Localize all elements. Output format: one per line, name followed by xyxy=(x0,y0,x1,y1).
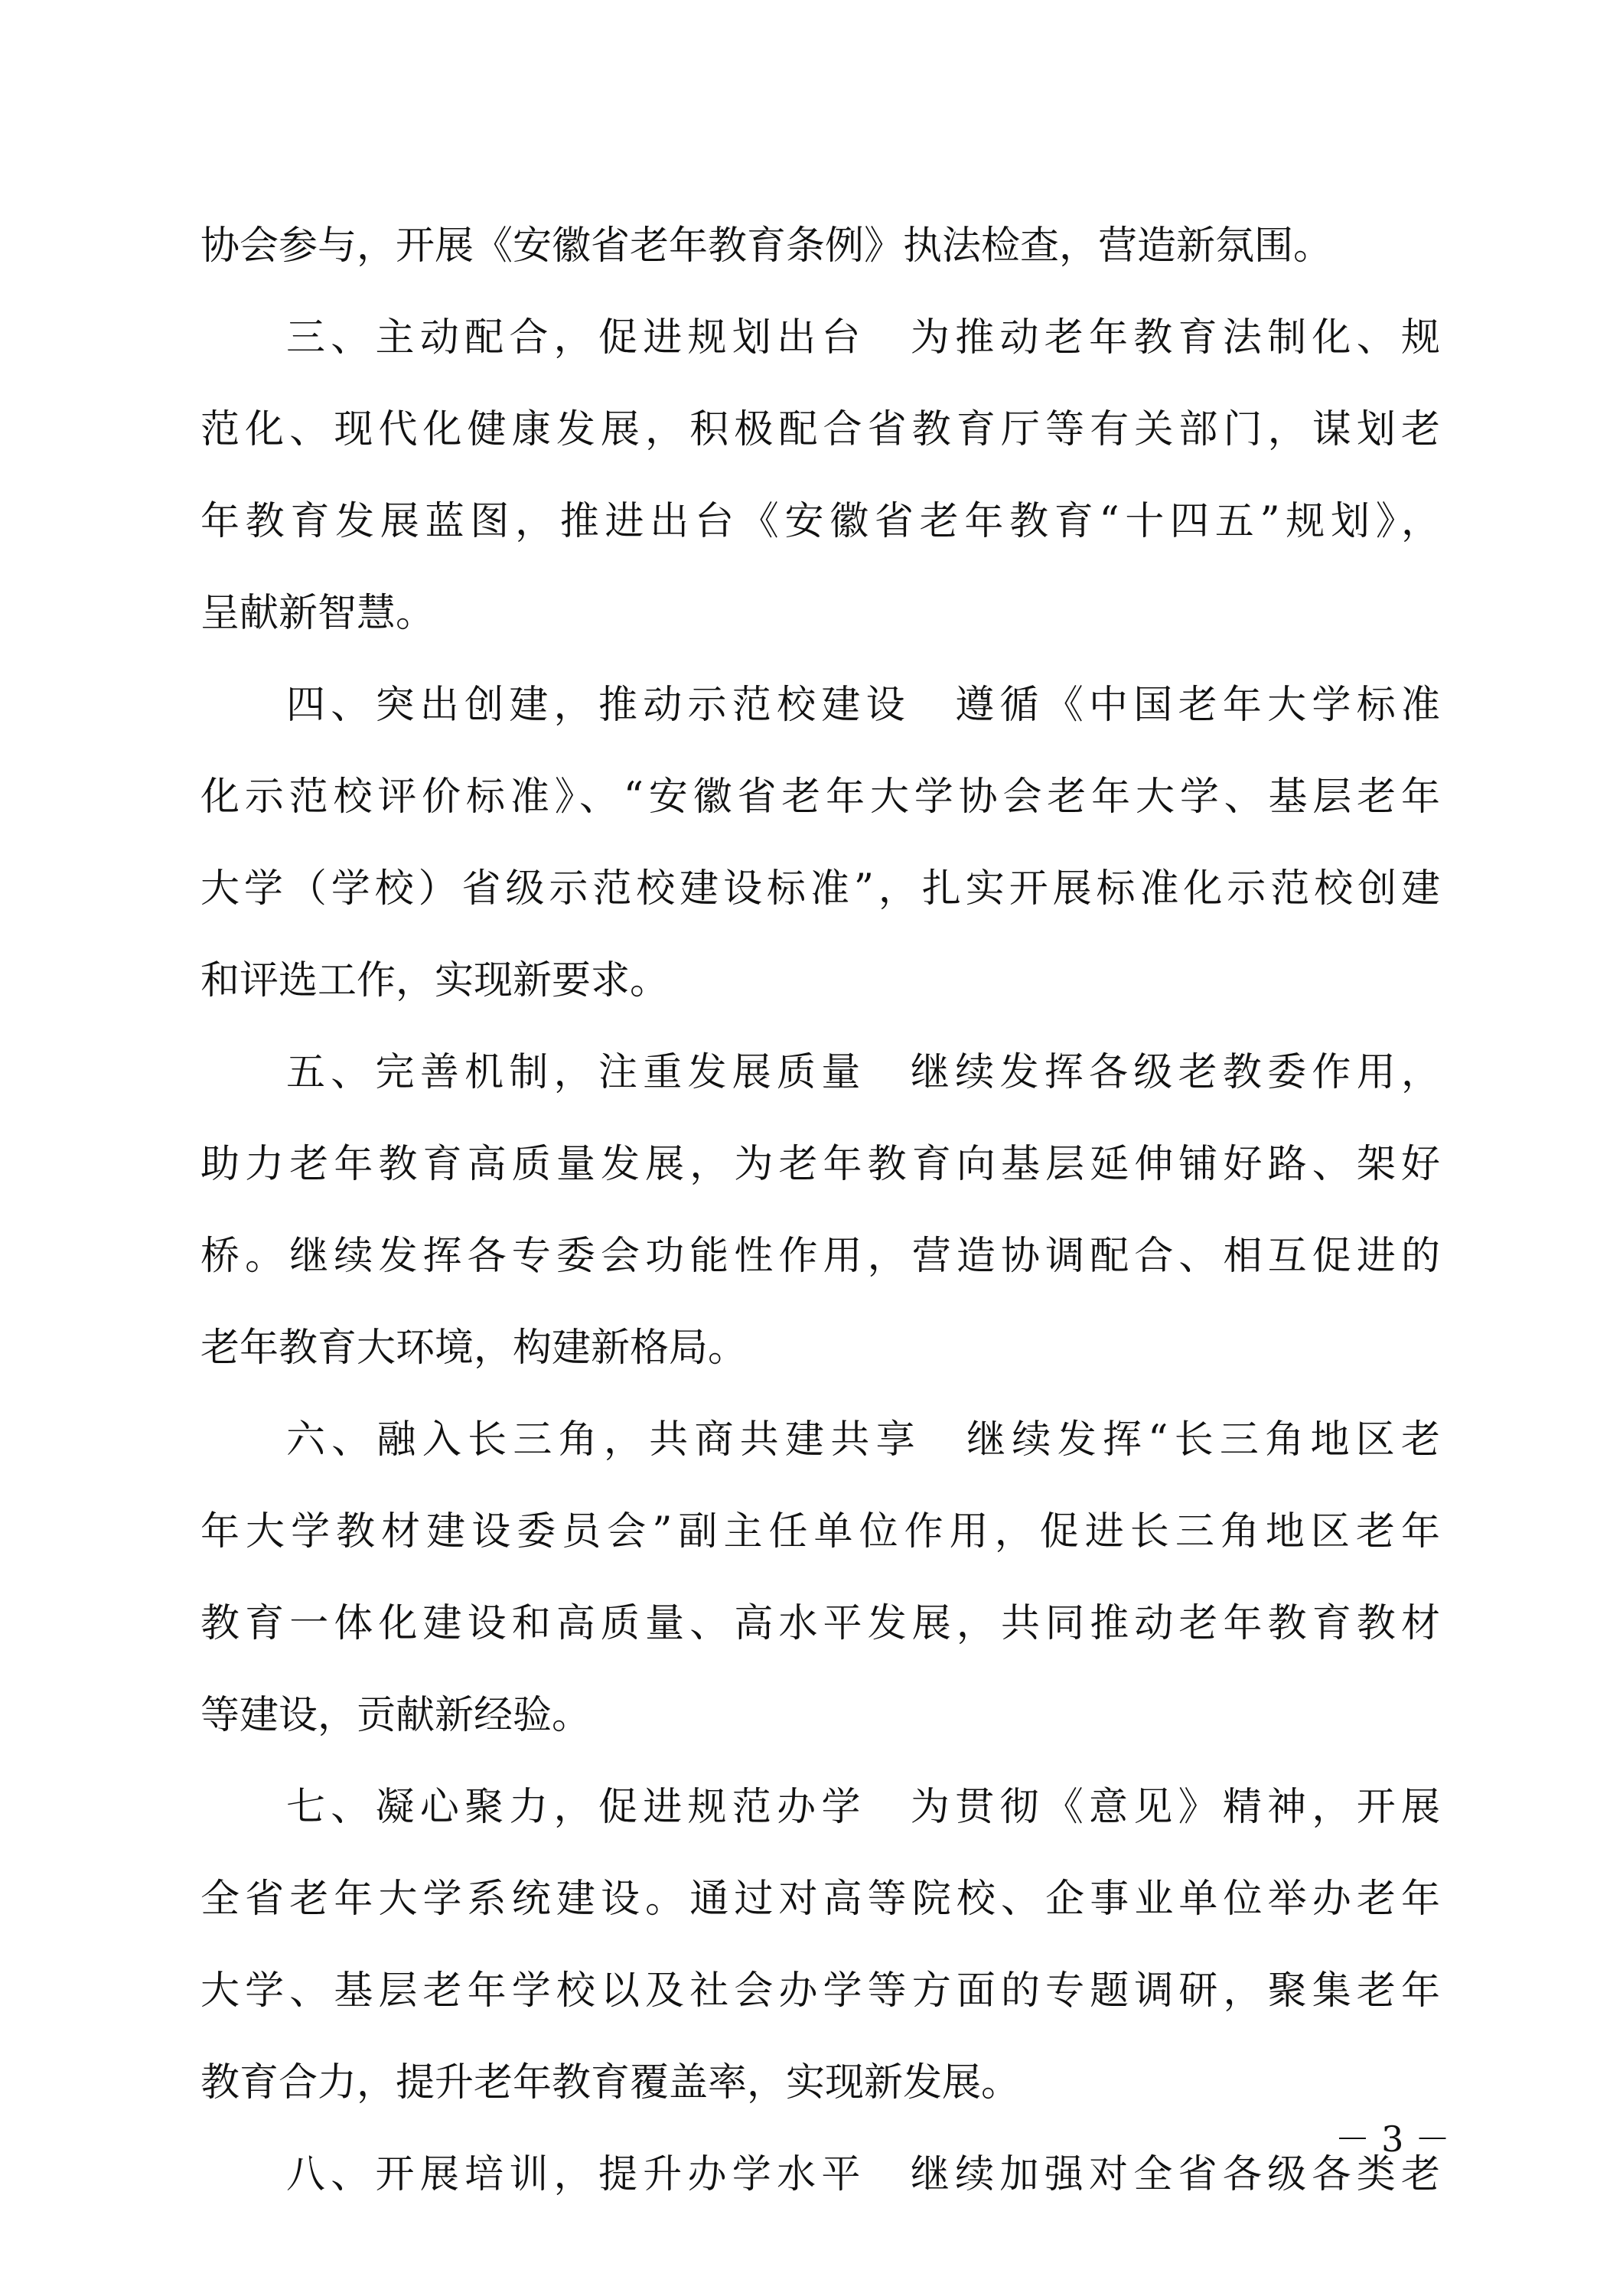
page-number: － 3 － xyxy=(1335,2118,1450,2160)
text-line: 年大学教材建设委员会”副主任单位作用，促进长三角地区老年 xyxy=(200,1509,1440,1554)
body-text xyxy=(200,201,1440,2221)
text-line: 范化、现代化健康发展，积极配合省教育厅等有关部门，谋划老 xyxy=(200,407,1440,452)
text-line: 全省老年大学系统建设。通过对高等院校、企事业单位举办老年 xyxy=(200,1877,1440,1922)
text-line: 呈献新智慧。 xyxy=(200,591,435,636)
text-line: 教育合力，提升老年教育覆盖率，实现新发展。 xyxy=(200,2060,1021,2105)
text-line: 年教育发展蓝图，推进出台《安徽省老年教育“十四五”规划》， xyxy=(200,499,1440,544)
text-line: 大学、基层老年学校以及社会办学等方面的专题调研，聚集老年 xyxy=(200,1968,1440,2014)
section-heading-line: 四、突出创建，推动示范校建设 遵循《中国老年大学标准 xyxy=(286,683,1440,728)
text-line: 协会参与，开展《安徽省老年教育条例》执法检查，营造新氛围。 xyxy=(200,223,1333,269)
text-line: 和评选工作，实现新要求。 xyxy=(200,958,670,1003)
text-line: 桥。继续发挥各专委会功能性作用，营造协调配合、相互促进的 xyxy=(200,1234,1440,1279)
text-line: 教育一体化建设和高质量、高水平发展，共同推动老年教育教材 xyxy=(200,1601,1440,1646)
section-heading-line: 三、主动配合，促进规划出台 为推动老年教育法制化、规 xyxy=(286,315,1440,360)
text-line: 化示范校评价标准》、“安徽省老年大学协会老年大学、基层老年 xyxy=(200,775,1440,820)
section-heading-line: 五、完善机制，注重发展质量 继续发挥各级老教委作用， xyxy=(286,1050,1440,1095)
section-heading-line: 八、开展培训，提升办学水平 继续加强对全省各级各类老 xyxy=(286,2152,1440,2197)
text-line: 助力老年教育高质量发展，为老年教育向基层延伸铺好路、架好 xyxy=(200,1142,1440,1187)
section-heading-line: 六、融入长三角，共商共建共享 继续发挥“长三角地区老 xyxy=(286,1417,1440,1463)
section-heading-line: 七、凝心聚力，促进规范办学 为贯彻《意见》精神，开展 xyxy=(286,1785,1440,1830)
text-line: 大学（学校）省级示范校建设标准”，扎实开展标准化示范校创建 xyxy=(200,866,1440,912)
text-line: 老年教育大环境，构建新格局。 xyxy=(200,1326,748,1371)
text-line: 等建设，贡献新经验。 xyxy=(200,1693,592,1738)
